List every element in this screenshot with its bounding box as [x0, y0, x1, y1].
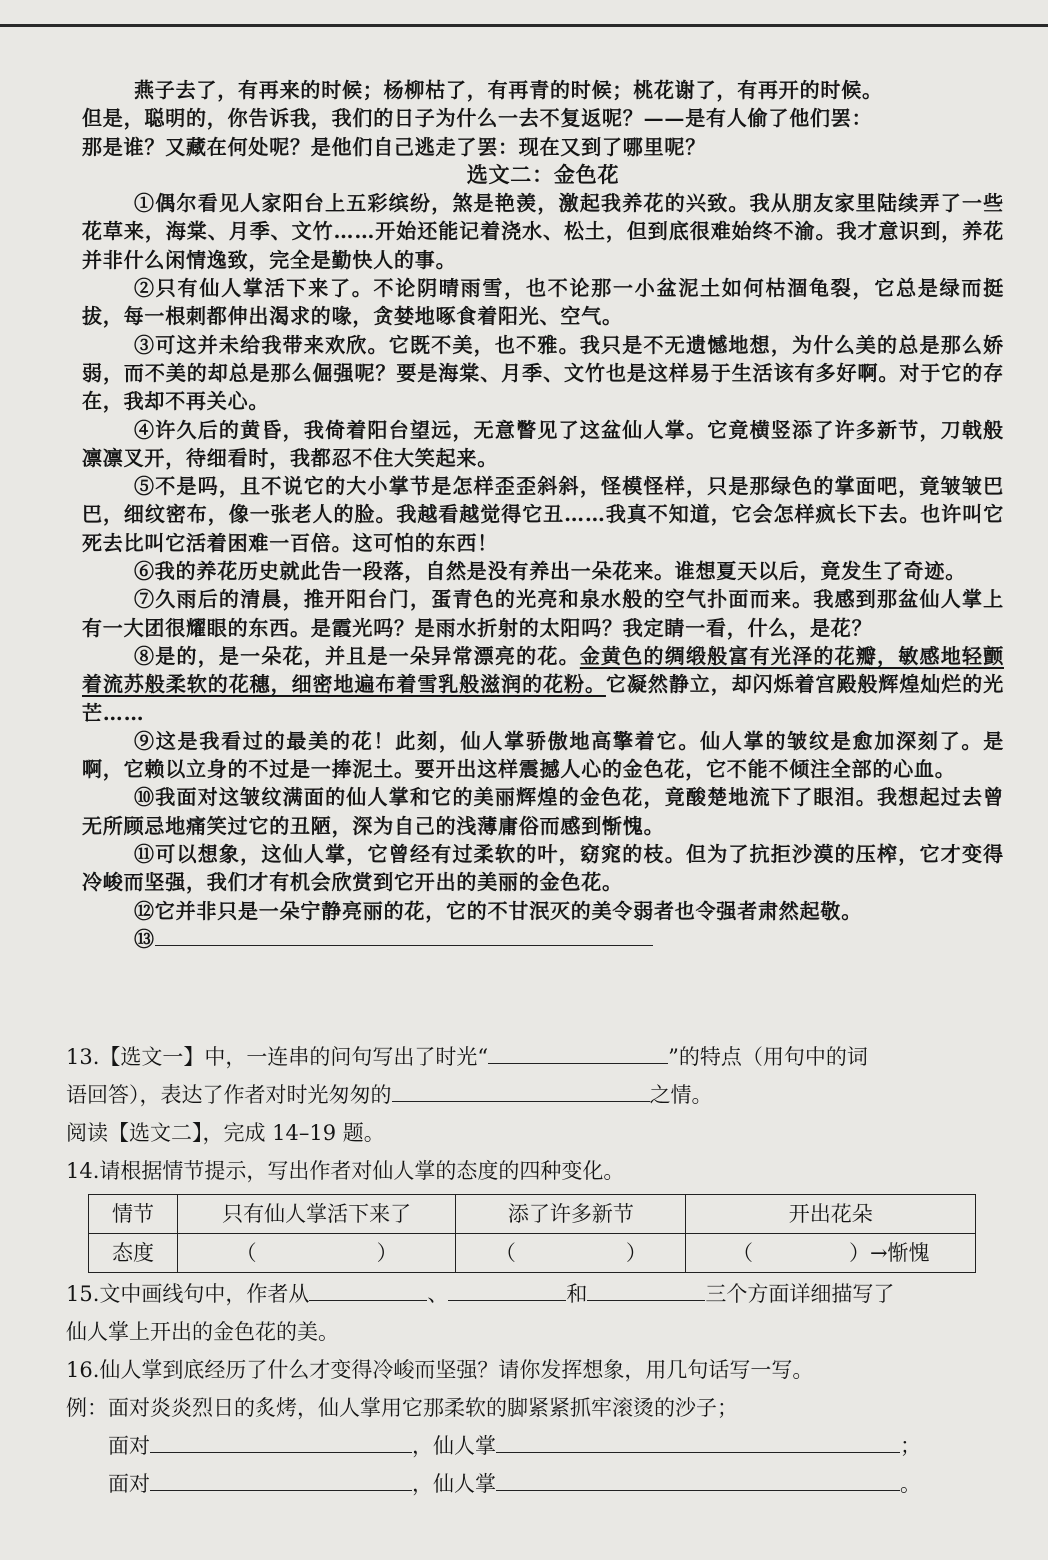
paragraph-10: ⑩我面对这皱纹满面的仙人掌和它的美丽辉煌的金色花，竟酸楚地流下了眼泪。我想起过去曾无所顾忌地痛笑过它的丑陋，深为自己的浅薄庸俗而感到惭愧。 — [82, 785, 1004, 838]
passage-one-line: 那是谁？又藏在何处呢？是他们自己逃走了罢：现在又到了哪里呢？ — [82, 134, 706, 159]
q16-text: 。 — [900, 1472, 921, 1496]
q13-blank-2[interactable] — [392, 1080, 650, 1102]
paragraph-8 — [82, 642, 1004, 727]
q15-blank-1[interactable] — [309, 1279, 427, 1301]
questions-section — [66, 1038, 1006, 1503]
q13-blank-1[interactable] — [488, 1042, 668, 1064]
q13-text: 之情。 — [649, 1083, 713, 1107]
p13-answer-blank[interactable] — [155, 925, 653, 946]
paragraph-6: ⑥我的养花历史就此告一段落，自然是没有养出一朵花来。谁想夏天以后，竟发生了奇迹。 — [134, 559, 966, 584]
q13-text: 13.【选文一】中，一连串的问句写出了时光“ — [66, 1045, 489, 1069]
p13-number: ⑬ — [134, 926, 155, 951]
q15-text: 、 — [427, 1282, 449, 1306]
table-cell: 开出花朵 — [686, 1195, 976, 1234]
table-cell: 只有仙人掌活下来了 — [178, 1195, 456, 1234]
table-row — [89, 1234, 976, 1273]
paragraph-3: ③可这并未给我带来欢欣。它既不美，也不雅。我只是不无遗憾地想，为什么美的总是那么娇弱，而不美的却总是那么倔强呢？要是海棠、月季、文竹也是这样易于生活该有多好啊。对于它的存在，我却不再关心。 — [82, 332, 1004, 414]
answer-line-2 — [66, 1465, 1006, 1503]
paragraph-1: ①偶尔看见人家阳台上五彩缤纷，煞是艳羡，激起我养花的兴致。我从朋友家里陆续弄了一些花草来，海棠、月季、文竹……开始还能记着浇水、松土，但到底很难始终不渝。我才意识到，养花并非什么闲情逸致，完全是勤快人的事。 — [82, 191, 1004, 272]
paragraph-11: ⑪可以想象，这仙人掌，它曾经有过柔软的叶，窈窕的枝。但为了抗拒沙漠的压榨，它才变得冷峻而坚强，我们才有机会欣赏到它开出的美丽的金色花。 — [82, 842, 1004, 895]
final-attitude: →惭愧 — [869, 1241, 930, 1265]
p8-end: 它凝然静立，却闪烁着宫殿般辉煌灿烂的光芒…… — [82, 672, 1004, 725]
passage-one-line: 燕子去了，有再来的时候；杨柳枯了，有再青的时候；桃花谢了，有再开的时候。 — [134, 78, 883, 102]
paren: （ — [235, 1241, 257, 1265]
q16-text: ，仙人掌 — [412, 1472, 496, 1496]
paren: ） — [848, 1241, 870, 1265]
q16-blank[interactable] — [496, 1431, 900, 1453]
question-15 — [66, 1275, 1006, 1313]
question-14: 14.请根据情节提示，写出作者对仙人掌的态度的四种变化。 — [66, 1159, 625, 1183]
table-row — [89, 1195, 976, 1234]
paragraph-2: ②只有仙人掌活下来了。不论阴晴雨雪，也不论那一小盆泥土如何枯涸龟裂，它总是绿而挺拔，每一根刺都伸出渴求的喙，贪婪地啄食着阳光、空气。 — [82, 276, 1004, 329]
reading-instruction: 阅读【选文二】，完成 14–19 题。 — [66, 1121, 385, 1145]
paren: ） — [376, 1241, 398, 1265]
q15-text: 三个方面详细描写了 — [705, 1282, 895, 1306]
q16-text: ，仙人掌 — [412, 1434, 496, 1458]
passage-one-line: 但是，聪明的，你告诉我，我们的日子为什么一去不复返呢？——是有人偷了他们罢： — [82, 106, 873, 131]
q16-text: ； — [900, 1434, 921, 1458]
paragraph-13 — [82, 925, 1004, 953]
reading-passage — [82, 76, 1004, 953]
paragraph-9: ⑨这是我看过的最美的花！此刻，仙人掌骄傲地高擎着它。仙人掌的皱纹是愈加深刻了。是啊，它赖以立身的不过是一捧泥土。要开出这样震撼人心的金色花，它不能不倾注全部的心血。 — [82, 728, 1004, 782]
paren: （ — [731, 1241, 753, 1265]
q16-blank[interactable] — [496, 1469, 900, 1491]
answer-line-1 — [66, 1427, 1006, 1465]
paragraph-7: ⑦久雨后的清晨，推开阳台门，蛋青色的光亮和泉水般的空气扑面而来。我感到那盆仙人掌上有一大团很耀眼的东西。是霞光吗？是雨水折射的太阳吗？我定睛一看，什么，是花？ — [82, 587, 1004, 640]
question-16: 16.仙人掌到底经历了什么才变得冷峻而坚强？请你发挥想象，用几句话写一写。 — [66, 1358, 814, 1382]
paragraph-5: ⑤不是吗，且不说它的大小掌节是怎样歪歪斜斜，怪模怪样，只是那绿色的掌面吧，竟皱皱巴巴，细纹密布，像一张老人的脸。我越看越觉得它丑……我真不知道，它会怎样疯长下去。也许叫它死去比叫它活着困难一百倍。这可怕的东西！ — [82, 474, 1004, 555]
question-13-cont — [66, 1076, 1006, 1114]
paragraph-4: ④许久后的黄昏，我倚着阳台望远，无意瞥见了这盆仙人掌。它竟横竖添了许多新节，刀戟般凛凛叉开，待细看时，我都忍不住大笑起来。 — [82, 417, 1004, 470]
paren: ） — [625, 1241, 647, 1265]
attitude-answer-cell[interactable] — [178, 1234, 456, 1273]
p8-start: ⑧是的，是一朵花，并且是一朵异常漂亮的花。 — [134, 643, 580, 668]
attitude-answer-cell[interactable] — [686, 1234, 976, 1273]
table-cell: 态度 — [89, 1234, 178, 1273]
table-cell: 添了许多新节 — [456, 1195, 686, 1234]
q13-text: 语回答），表达了作者对时光匆匆的 — [66, 1083, 392, 1107]
underlined-sentence: 金黄色的绸缎般富有光泽的花瓣，敏感地轻颤着流苏般柔软的花穗，细密地遍布着雪乳般滋润的花粉。 — [82, 643, 1004, 697]
paren: （ — [494, 1241, 516, 1265]
question-13 — [66, 1038, 1006, 1076]
question-15-cont: 仙人掌上开出的金色花的美。 — [66, 1320, 339, 1344]
q15-blank-3[interactable] — [587, 1279, 705, 1301]
example-line: 例：面对炎炎烈日的炙烤，仙人掌用它那柔软的脚紧紧抓牢滚烫的沙子； — [66, 1396, 738, 1420]
table-cell: 情节 — [89, 1195, 178, 1234]
q15-text: 15.文中画线句中，作者从 — [66, 1282, 310, 1306]
q16-blank[interactable] — [150, 1431, 412, 1453]
attitude-table — [88, 1194, 976, 1273]
q15-text: 和 — [566, 1282, 588, 1306]
attitude-answer-cell[interactable] — [456, 1234, 686, 1273]
section-title: 选文二：金色花 — [466, 161, 620, 187]
q16-text: 面对 — [108, 1472, 150, 1496]
q16-blank[interactable] — [150, 1469, 412, 1491]
q13-text: ”的特点（用句中的词 — [668, 1045, 868, 1069]
q15-blank-2[interactable] — [448, 1279, 566, 1301]
top-rule — [0, 24, 1048, 27]
q16-text: 面对 — [108, 1434, 150, 1458]
paragraph-12: ⑫它并非只是一朵宁静亮丽的花，它的不甘泯灭的美令弱者也令强者肃然起敬。 — [134, 898, 862, 923]
